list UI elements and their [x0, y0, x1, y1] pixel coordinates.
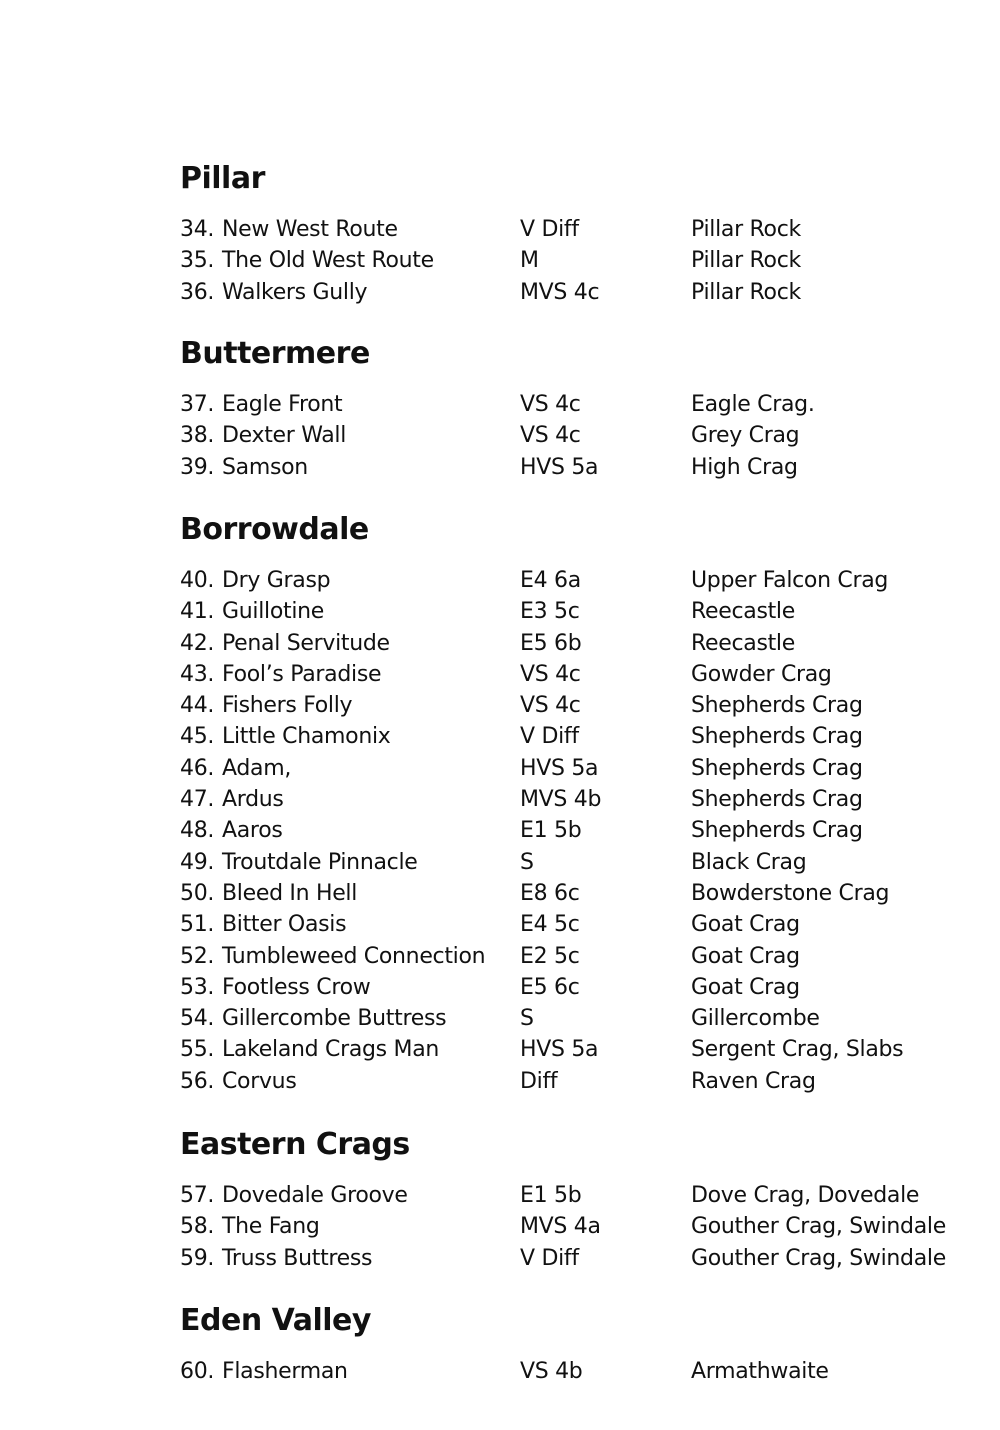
route-crag: Eagle Crag. [691, 392, 815, 417]
route-number: 40. [180, 568, 215, 593]
route-number: 44. [180, 693, 215, 719]
route-grade: VS 4c [520, 661, 581, 687]
route-name: Dexter Wall [222, 423, 347, 449]
route-crag: Goat Crag [691, 943, 800, 969]
route-row [180, 420, 980, 451]
route-number: 46. [180, 755, 215, 781]
route-crag: High Crag [691, 454, 798, 480]
route-row [180, 245, 980, 276]
route-number: 49. [180, 849, 215, 875]
route-crag: Shepherds Crag [691, 755, 863, 781]
route-crag: Gillercombe [691, 1006, 820, 1032]
route-grade: HVS 5a [520, 1037, 599, 1063]
route-list [180, 389, 980, 483]
route-grade: E4 6a [520, 568, 581, 593]
route-grade: HVS 5a [520, 454, 599, 480]
route-crag: Bowderstone Crag [691, 880, 890, 906]
section-heading: Eastern Crags [180, 1127, 410, 1162]
route-crag: Gowder Crag [691, 661, 832, 687]
route-number: 45. [180, 724, 215, 750]
route-grade: VS 4c [520, 693, 581, 719]
section-heading: Pillar [180, 161, 265, 196]
route-grade: MVS 4a [520, 1214, 601, 1240]
route-row [180, 784, 980, 815]
route-crag: Shepherds Crag [691, 724, 863, 750]
route-row [180, 389, 980, 420]
section-heading: Buttermere [180, 336, 370, 371]
route-crag: Reecastle [691, 599, 795, 625]
route-crag: Goat Crag [691, 912, 800, 938]
route-name: Fishers Folly [222, 693, 353, 719]
route-grade: VS 4b [520, 1359, 583, 1384]
route-number: 54. [180, 1006, 215, 1032]
route-grade: VS 4c [520, 423, 581, 449]
route-name: The Old West Route [222, 248, 434, 274]
section-heading: Borrowdale [180, 512, 369, 547]
section-buttermere [180, 334, 980, 483]
route-number: 39. [180, 454, 215, 480]
route-row [180, 1034, 980, 1065]
route-row [180, 721, 980, 752]
route-name: Flasherman [222, 1359, 348, 1384]
route-crag: Armathwaite [691, 1359, 829, 1384]
route-name: Aaros [222, 818, 283, 844]
route-name: Truss Buttress [222, 1245, 373, 1271]
route-row [180, 753, 980, 784]
route-number: 51. [180, 912, 215, 938]
section-pillar [180, 159, 980, 308]
route-grade: Diff [520, 1068, 558, 1094]
route-row [180, 565, 980, 596]
route-number: 53. [180, 974, 215, 1000]
route-name: Penal Servitude [222, 630, 390, 656]
route-name: Lakeland Crags Man [222, 1037, 440, 1063]
route-crag: Goat Crag [691, 974, 800, 1000]
route-name: Ardus [222, 787, 284, 813]
route-row [180, 628, 980, 659]
route-row [180, 659, 980, 690]
route-name: Tumbleweed Connection [222, 943, 486, 969]
route-name: Guillotine [222, 599, 325, 625]
route-number: 56. [180, 1068, 215, 1094]
route-crag: Pillar Rock [691, 279, 801, 305]
route-crag: Gouther Crag, Swindale [691, 1245, 946, 1271]
route-grade: E1 5b [520, 818, 582, 844]
route-row [180, 1211, 980, 1242]
route-number: 36. [180, 279, 215, 305]
route-row [180, 1180, 980, 1211]
route-row [180, 909, 980, 940]
route-row [180, 277, 980, 308]
route-crag: Shepherds Crag [691, 693, 863, 719]
route-crag: Shepherds Crag [691, 818, 863, 844]
route-name: Fool’s Paradise [222, 661, 382, 687]
route-number: 37. [180, 392, 215, 417]
route-name: Footless Crow [222, 974, 371, 1000]
route-name: Gillercombe Buttress [222, 1006, 447, 1032]
route-grade: E1 5b [520, 1183, 582, 1208]
route-name: Dovedale Groove [222, 1183, 408, 1208]
route-name: New West Route [222, 217, 398, 242]
route-name: Walkers Gully [222, 279, 368, 305]
route-number: 60. [180, 1359, 215, 1384]
route-grade: M [520, 248, 539, 274]
route-name: Little Chamonix [222, 724, 391, 750]
route-crag: Shepherds Crag [691, 787, 863, 813]
route-name: Adam, [222, 755, 292, 781]
route-list [180, 1180, 980, 1274]
route-grade: V Diff [520, 724, 579, 750]
route-row [180, 452, 980, 483]
route-grade: VS 4c [520, 392, 581, 417]
route-name: Dry Grasp [222, 568, 331, 593]
route-crag: Dove Crag, Dovedale [691, 1183, 920, 1208]
route-name: Corvus [222, 1068, 297, 1094]
route-list [180, 565, 980, 1097]
section-heading: Eden Valley [180, 1303, 371, 1338]
route-name: Samson [222, 454, 308, 480]
route-row [180, 941, 980, 972]
route-grade: E5 6c [520, 974, 580, 1000]
route-number: 41. [180, 599, 215, 625]
route-name: Bitter Oasis [222, 912, 347, 938]
section-eden-valley [180, 1301, 980, 1387]
route-grade: S [520, 849, 534, 875]
route-number: 52. [180, 943, 215, 969]
route-grade: MVS 4c [520, 279, 600, 305]
route-row [180, 596, 980, 627]
route-grade: E8 6c [520, 880, 580, 906]
route-number: 35. [180, 248, 215, 274]
route-number: 58. [180, 1214, 215, 1240]
route-row [180, 878, 980, 909]
route-crag: Black Crag [691, 849, 807, 875]
route-list [180, 214, 980, 308]
route-number: 48. [180, 818, 215, 844]
section-eastern-crags [180, 1125, 980, 1274]
route-number: 50. [180, 880, 215, 906]
section-borrowdale [180, 510, 980, 1097]
route-number: 43. [180, 661, 215, 687]
route-crag: Sergent Crag, Slabs [691, 1037, 904, 1063]
route-grade: E4 5c [520, 912, 580, 938]
route-grade: V Diff [520, 1245, 579, 1271]
route-row [180, 214, 980, 245]
route-grade: E3 5c [520, 599, 580, 625]
route-grade: E5 6b [520, 630, 582, 656]
route-crag: Grey Crag [691, 423, 800, 449]
route-row [180, 972, 980, 1003]
route-name: Eagle Front [222, 392, 343, 417]
route-row [180, 1356, 980, 1387]
route-crag: Gouther Crag, Swindale [691, 1214, 946, 1240]
route-grade: S [520, 1006, 534, 1032]
route-number: 42. [180, 630, 215, 656]
route-crag: Pillar Rock [691, 248, 801, 274]
route-grade: MVS 4b [520, 787, 602, 813]
route-list [180, 1356, 980, 1387]
route-number: 57. [180, 1183, 215, 1208]
route-name: Troutdale Pinnacle [222, 849, 418, 875]
route-number: 47. [180, 787, 215, 813]
route-grade: E2 5c [520, 943, 580, 969]
route-grade: HVS 5a [520, 755, 599, 781]
route-row [180, 1066, 980, 1097]
route-row [180, 1243, 980, 1274]
route-crag: Raven Crag [691, 1068, 816, 1094]
route-number: 34. [180, 217, 215, 242]
route-name: Bleed In Hell [222, 880, 358, 906]
route-crag: Reecastle [691, 630, 795, 656]
route-name: The Fang [222, 1214, 320, 1240]
route-crag: Pillar Rock [691, 217, 801, 242]
route-row [180, 847, 980, 878]
route-row [180, 1003, 980, 1034]
route-number: 59. [180, 1245, 215, 1271]
route-number: 55. [180, 1037, 215, 1063]
route-row [180, 690, 980, 721]
route-crag: Upper Falcon Crag [691, 568, 889, 593]
route-grade: V Diff [520, 217, 579, 242]
route-number: 38. [180, 423, 215, 449]
route-row [180, 815, 980, 846]
